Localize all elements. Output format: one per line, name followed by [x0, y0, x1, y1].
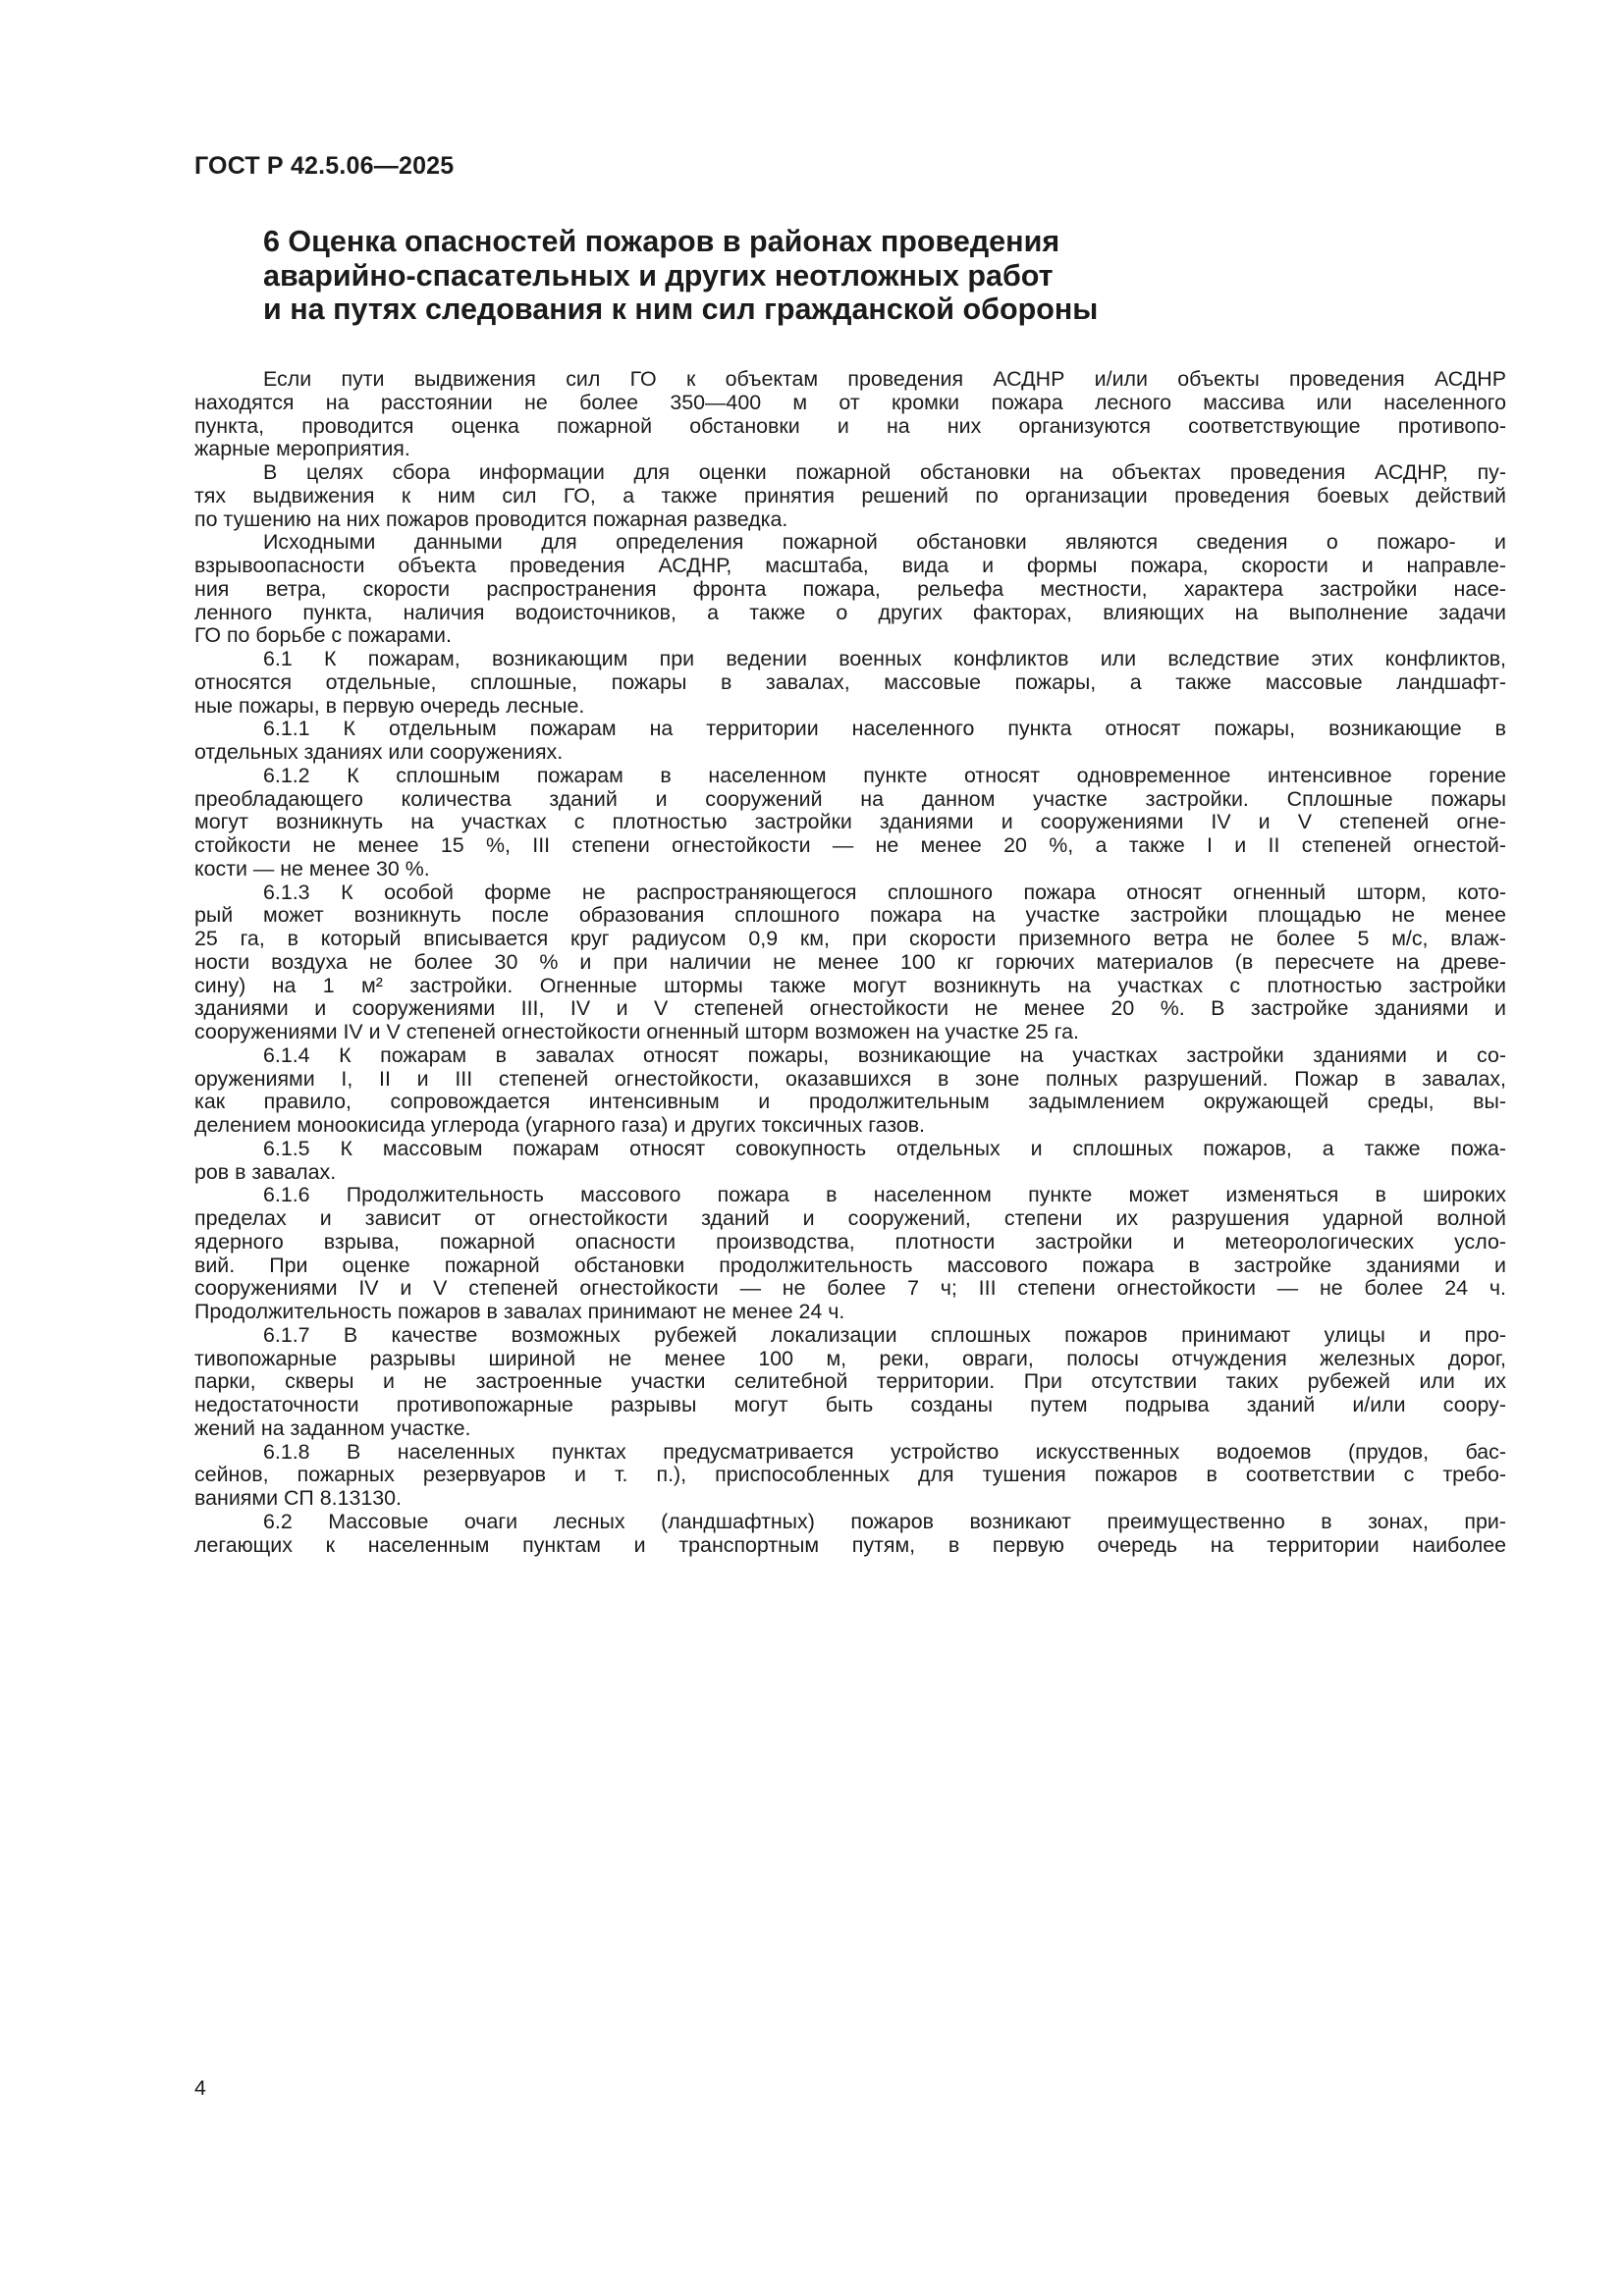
paragraph-line: Если пути выдвижения сил ГО к объектам проведения АСДНР и/или объекты проведения АСДНР [263, 368, 1506, 391]
paragraph-intro-3 [194, 531, 1506, 648]
paragraph-line: рый может возникнуть после образования сплошного пожара на участке застройки площадью не менее [194, 904, 1506, 928]
paragraph-6-1-1 [194, 718, 1506, 765]
paragraph-line: ния ветра, скорости распространения фронта пожара, рельефа местности, характера застройки насе- [194, 577, 1506, 601]
paragraph-intro-1 [194, 368, 1506, 461]
paragraph-line: ности воздуха не более 30 % и при наличии не менее 100 кг горючих материалов (в пересчете на древе- [194, 950, 1506, 974]
paragraph-line: Исходными данными для определения пожарной обстановки являются сведения о пожаро- и [263, 531, 1506, 555]
paragraph-line: зданиями и сооружениями III, IV и V степеней огнестойкости не менее 20 %. В застройке зданиями и [194, 997, 1506, 1021]
section-title [263, 225, 1441, 327]
paragraph-line: вий. При оценке пожарной обстановки продолжительность массового пожара в застройке зданиями и [194, 1254, 1506, 1277]
page-number: 4 [194, 2076, 206, 2100]
paragraph-line: парки, скверы и не застроенные участки селитебной территории. При отсутствии таких рубежей или их [194, 1370, 1506, 1394]
paragraph-line: ные пожары, в первую очередь лесные. [194, 694, 585, 718]
paragraph-6-2 [194, 1511, 1506, 1558]
paragraph-line: 6.2 Массовые очаги лесных (ландшафтных) пожаров возникают преимущественно в зонах, при- [263, 1510, 1506, 1533]
paragraph-line: 6.1.2 К сплошным пожарам в населенном пункте относят одновременное интенсивное горение [263, 764, 1506, 787]
paragraph-line: сину) на 1 м² застройки. Огненные штормы также могут возникнуть на участках с плотностью застройки [194, 974, 1506, 997]
paragraph-line: 6.1.7 В качестве возможных рубежей локализации сплошных пожаров принимают улицы и про- [263, 1323, 1506, 1347]
paragraph-line: тивопожарные разрывы шириной не менее 100 м, реки, овраги, полосы отчуждения железных дорог, [194, 1347, 1506, 1370]
paragraph-6-1-6 [194, 1184, 1506, 1324]
section-title-line: и на путях следования к ним сил гражданской обороны [263, 293, 1099, 326]
paragraph-intro-2 [194, 461, 1506, 531]
paragraph-line: преобладающего количества зданий и сооружений на данном участке застройки. Сплошные пожары [194, 787, 1506, 811]
paragraph-6-1 [194, 648, 1506, 718]
paragraph-6-1-2 [194, 765, 1506, 881]
paragraph-line: оружениями I, II и III степеней огнестойкости, оказавшихся в зоне полных разрушений. Пожар в завалах, [194, 1067, 1506, 1091]
document-code-header: ГОСТ Р 42.5.06—2025 [194, 152, 455, 180]
section-title-line: 6 Оценка опасностей пожаров в районах проведения [263, 225, 1060, 258]
paragraph-line: ядерного взрыва, пожарной опасности производства, плотности застройки и метеорологических усло- [194, 1230, 1506, 1254]
paragraph-line: взрывоопасности объекта проведения АСДНР, масштаба, вида и формы пожара, скорости и направле- [194, 555, 1506, 577]
paragraph-line: В целях сбора информации для оценки пожарной обстановки на объектах проведения АСДНР, пу- [263, 461, 1506, 484]
paragraph-line: ваниями СП 8.13130. [194, 1487, 402, 1510]
paragraph-line: ленного пункта, наличия водоисточников, а также о других факторах, влияющих на выполнение задачи [194, 601, 1506, 624]
section-body [194, 368, 1506, 1557]
paragraph-line: 6.1.4 К пожарам в завалах относят пожары, возникающие на участках застройки зданиями и со- [263, 1043, 1506, 1067]
paragraph-line: отдельных зданиях или сооружениях. [194, 741, 564, 764]
paragraph-line: как правило, сопровождается интенсивным и продолжительным задымлением окружающей среды, вы- [194, 1091, 1506, 1114]
paragraph-line: сооружениями IV и V степеней огнестойкости — не более 7 ч; III степени огнестойкости — не более 24 ч. [194, 1277, 1506, 1301]
paragraph-6-1-7 [194, 1324, 1506, 1441]
paragraph-line: сооружениями IV и V степеней огнестойкости огненный шторм возможен на участке 25 га. [194, 1021, 1079, 1043]
paragraph-line: Продолжительность пожаров в завалах принимают не менее 24 ч. [194, 1301, 845, 1323]
paragraph-line: ГО по борьбе с пожарами. [194, 624, 452, 648]
paragraph-6-1-3 [194, 881, 1506, 1044]
paragraph-line: тях выдвижения к ним сил ГО, а также принятия решений по организации проведения боевых действий [194, 484, 1506, 507]
paragraph-line: сейнов, пожарных резервуаров и т. п.), приспособленных для тушения пожаров в соответствии с требо- [194, 1464, 1506, 1487]
paragraph-line: относятся отдельные, сплошные, пожары в завалах, массовые пожары, а также массовые ландшафт- [194, 670, 1506, 694]
section-title-line: аварийно-спасательных и других неотложных работ [263, 258, 1054, 293]
paragraph-line: 6.1.1 К отдельным пожарам на территории населенного пункта относят пожары, возникающие в [263, 718, 1506, 741]
paragraph-6-1-4 [194, 1044, 1506, 1138]
paragraph-line: пункта, проводится оценка пожарной обстановки и на них организуются соответствующие противопо- [194, 414, 1506, 438]
paragraph-6-1-5 [194, 1138, 1506, 1185]
paragraph-line: 25 га, в который вписывается круг радиусом 0,9 км, при скорости приземного ветра не более 5 м/с, влаж- [194, 928, 1506, 950]
paragraph-line: пределах и зависит от огнестойкости зданий и сооружений, степени их разрушения ударной волной [194, 1207, 1506, 1230]
paragraph-line: ров в завалах. [194, 1160, 337, 1184]
paragraph-line: кости — не менее 30 %. [194, 857, 430, 881]
paragraph-line: могут возникнуть на участках с плотностью застройки зданиями и сооружениями IV и V степеней огне- [194, 811, 1506, 834]
paragraph-line: жений на заданном участке. [194, 1416, 471, 1440]
paragraph-line: делением моноокисида углерода (угарного газа) и других токсичных газов. [194, 1114, 926, 1137]
paragraph-line: легающих к населенным пунктам и транспортным путям, в первую очередь на территории наиболее [194, 1533, 1506, 1557]
paragraph-line: 6.1.8 В населенных пунктах предусматривается устройство искусственных водоемов (прудов, бас- [263, 1440, 1506, 1464]
paragraph-line: стойкости не менее 15 %, III степени огнестойкости — не менее 20 %, а также I и II степеней огнестой- [194, 834, 1506, 857]
paragraph-line: 6.1.6 Продолжительность массового пожара в населенном пункте может изменяться в широких [263, 1184, 1506, 1207]
paragraph-line: жарные мероприятия. [194, 438, 410, 461]
paragraph-line: по тушению на них пожаров проводится пожарная разведка. [194, 507, 788, 531]
paragraph-line: 6.1.5 К массовым пожарам относят совокупность отдельных и сплошных пожаров, а также пожа- [263, 1137, 1506, 1160]
paragraph-line: 6.1.3 К особой форме не распространяющегося сплошного пожара относят огненный шторм, кото- [263, 881, 1506, 904]
paragraph-6-1-8 [194, 1441, 1506, 1511]
paragraph-line: находятся на расстоянии не более 350—400 м от кромки пожара лесного массива или населенного [194, 391, 1506, 414]
paragraph-line: недостаточности противопожарные разрывы могут быть созданы путем подрыва зданий и/или соору- [194, 1394, 1506, 1416]
paragraph-line: 6.1 К пожарам, возникающим при ведении военных конфликтов или вследствие этих конфликтов, [263, 648, 1506, 670]
